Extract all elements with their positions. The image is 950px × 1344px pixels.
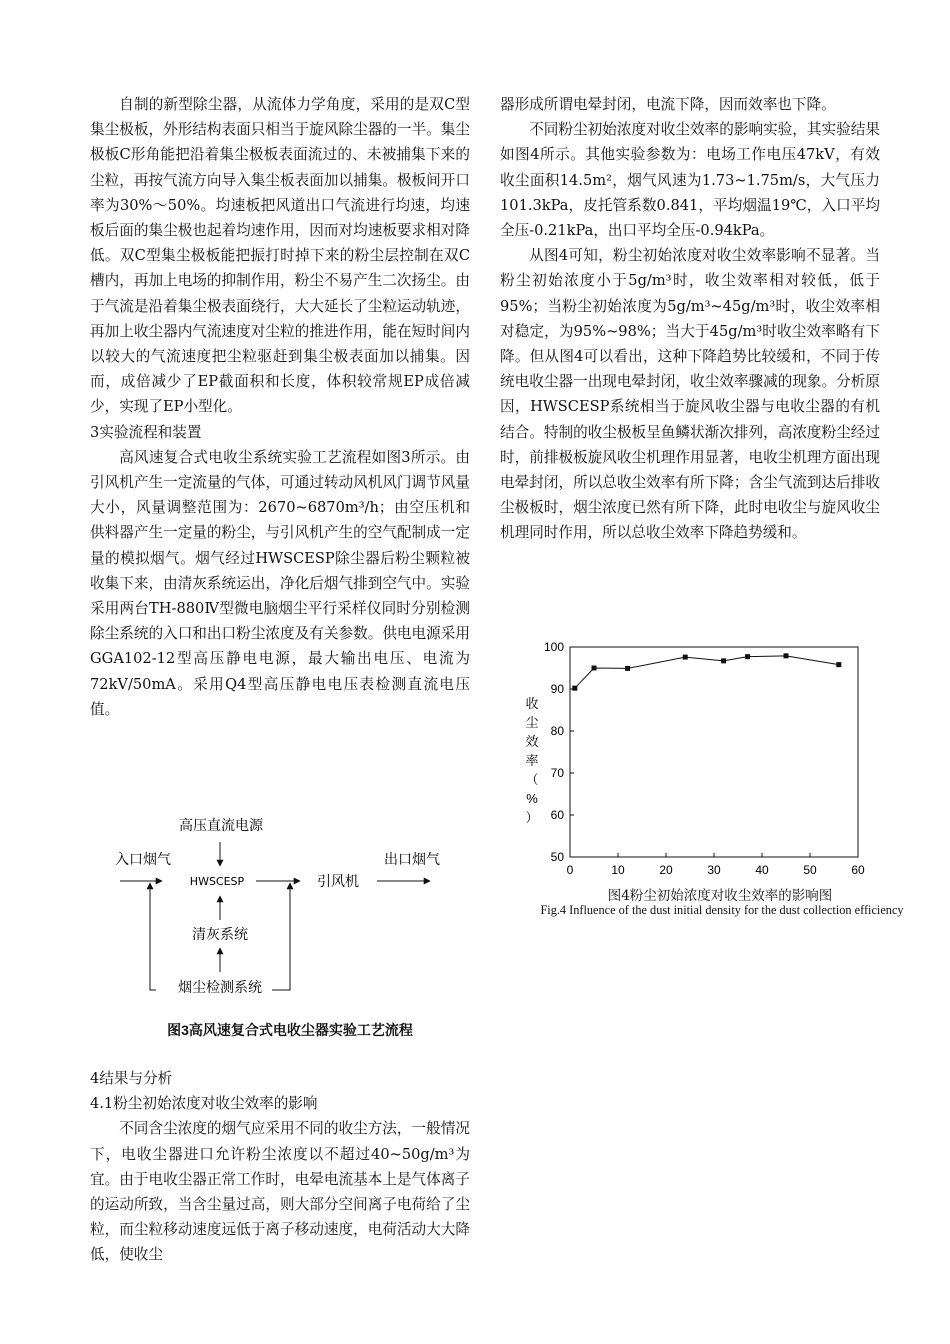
outlet-gas-label: 出口烟气 — [384, 852, 440, 868]
figure-3-caption: 图3高风速复合式电收尘器实验工艺流程 — [167, 1022, 413, 1038]
efficiency-line-chart — [500, 635, 940, 925]
detection-to-inlet-line — [150, 883, 156, 990]
y-label-char: 率 — [525, 753, 539, 768]
figure-4-caption-en: Fig.4 Influence of the dust initial density for the dust collection efficiency — [540, 903, 904, 917]
data-point — [784, 653, 789, 658]
power-supply-label: 高压直流电源 — [179, 818, 263, 834]
y-tick-label: 90 — [550, 682, 564, 696]
right-column — [500, 92, 880, 546]
section-4-1-paragraph: 不同含尘浓度的烟气应采用不同的收尘方法，一般情况下，电收尘器进口允许粉尘浓度以不超过40~50g/m³为宜。由于电收尘器正常工作时，电晕电流基本上是气体离子的运动所致，当含尘量过高，则大部分空间离子电荷给了尘粒，而尘粒移动速度远低于离子移动速度，电荷活动大大降低，使收尘 — [90, 1120, 470, 1264]
inlet-gas-label: 入口烟气 — [115, 852, 171, 868]
y-axis-ticks — [544, 640, 574, 864]
data-point — [721, 658, 726, 663]
data-point — [625, 666, 630, 671]
data-point — [836, 662, 841, 667]
intro-paragraph: 自制的新型除尘器，从流体力学角度，采用的是双C型集尘极板，外形结构表面只相当于旋风除尘器的一半。集尘极板C形角能把沿着集尘极板表面流过的、未被捕集下来的尘粒，再按气流方向导入集尘板表面加以捕集。极板间开口率为30%～50%。均速板把风道出口气流进行均速，均速板后面的集尘极也起着均速作用，因而对均速板要求相对降低。双C型集尘极板能把振打时掉下来的粉尘层控制在双C槽内，再加上电场的抑制作用，粉尘不易产生二次扬尘。由于气流是沿着集尘极表面绕行，大大延长了尘粒运动轨迹，再加上收尘器内气流速度对尘粒的推进作用，能在短时间内以较大的气流速度把尘粒驱赶到集尘极表面加以捕集。因而，成倍减少了EP截面积和长度，体积较常规EP成倍减少，实现了EP小型化。 — [90, 96, 470, 416]
section-3-paragraph: 高风速复合式电收尘系统实验工艺流程如图3所示。由引风机产生一定流量的气体，可通过转动风机风门调节风量大小，风量调整范围为：2670~6870m³/h；由空压机和供料器产生一定量的粉尘，与引风机产生的空气配制成一定量的模拟烟气。烟气经过HWSCESP除尘器后粉尘颗粒被收集下来，由清灰系统运出，净化后烟气排到空气中。实验采用两台TH-880Ⅳ型微电脑烟尘平行采样仪同时分别检测除尘系统的入口和出口粉尘浓度及有关参数。供电电源采用GGA102-12型高压静电电源，最大输出电压、电流为72kV/50mA。采用Q4型高压静电电压表检测直流电压值。 — [90, 448, 470, 718]
left-column — [90, 92, 470, 722]
y-tick-label: 100 — [543, 640, 564, 654]
x-tick-label: 30 — [707, 863, 721, 877]
section-4-1-heading: 4.1粉尘初始浓度对收尘效率的影响 — [90, 1095, 318, 1113]
y-label-char: % — [526, 791, 538, 806]
section-4 — [90, 1066, 470, 1268]
cleaning-system-label: 清灰系统 — [192, 927, 248, 943]
y-tick-label: 70 — [550, 766, 564, 780]
data-point — [683, 655, 688, 660]
x-tick-label: 40 — [755, 863, 769, 877]
data-point — [592, 666, 597, 671]
detection-to-outlet-line — [272, 883, 290, 990]
y-tick-label: 60 — [550, 808, 564, 822]
y-axis-label — [525, 696, 538, 825]
x-tick-label: 60 — [851, 863, 865, 877]
continued-paragraph: 器形成所谓电晕封闭，电流下降，因而效率也下降。 — [500, 96, 836, 113]
analysis-paragraph: 从图4可知，粉尘初始浓度对收尘效率影响不显著。当粉尘初始浓度小于5g/m³时，收尘效率相对较低，低于95%；当粉尘初始浓度为5g/m³~45g/m³时，收尘效率相对稳定，为95%~98%；当大于45g/m³时收尘效率略有下降。但从图4可以看出，这种下降趋势比较缓和，不同于传统电收尘器一出现电晕封闭，收尘效率骤减的现象。分析原因，HWSCESP系统相当于旋风收尘器与电收尘器的有机结合。特制的收尘极板呈鱼鳞状渐次排列，高浓度粉尘经过时，前排极板旋风收尘机理作用显著，电收尘机理方面出现电晕封闭，所以总收尘效率有所下降；含尘气流到达后排收尘极板时，烟尘浓度已然有所下降，此时电收尘与旋风收尘机理同时作用，所以总收尘效率下降趋势缓和。 — [500, 247, 880, 542]
x-tick-label: 10 — [611, 863, 625, 877]
fan-label: 引风机 — [317, 874, 359, 890]
x-tick-label: 20 — [659, 863, 673, 877]
plot-frame — [570, 647, 858, 857]
efficiency-series — [572, 653, 841, 690]
figure-4-caption-cn: 图4粉尘初始浓度对收尘效率的影响图 — [607, 888, 833, 904]
series-line — [575, 656, 839, 688]
section-3-heading: 3实验流程和装置 — [90, 423, 202, 441]
y-label-char: 收 — [525, 696, 539, 711]
experiment-paragraph: 不同粉尘初始浓度对收尘效率的影响实验，其实验结果如图4所示。其他实验参数为：电场工作电压47kV，有效收尘面积14.5m²，烟气风速为1.73~1.75m/s，大气压力101.3kPa，皮托管系数0.841，平均烟温19℃，入口平均全压-0.21kPa，出口平均全压-0.94kPa。 — [500, 121, 880, 240]
data-point — [745, 654, 750, 659]
y-tick-label: 80 — [550, 724, 564, 738]
y-label-char: 效 — [525, 734, 539, 749]
detection-system-label: 烟尘检测系统 — [178, 980, 262, 996]
x-tick-label: 50 — [803, 863, 817, 877]
y-label-char: 尘 — [525, 715, 539, 730]
section-4-heading: 4结果与分析 — [90, 1070, 173, 1087]
esp-label: HWSCESP — [189, 875, 245, 888]
y-label-char: （ — [525, 772, 539, 787]
x-tick-label: 0 — [566, 863, 574, 877]
y-tick-label: 50 — [550, 850, 564, 864]
data-point — [572, 686, 577, 691]
y-label-char: ） — [525, 810, 539, 825]
chart-frame — [570, 647, 858, 857]
process-flow-diagram — [90, 810, 490, 1045]
